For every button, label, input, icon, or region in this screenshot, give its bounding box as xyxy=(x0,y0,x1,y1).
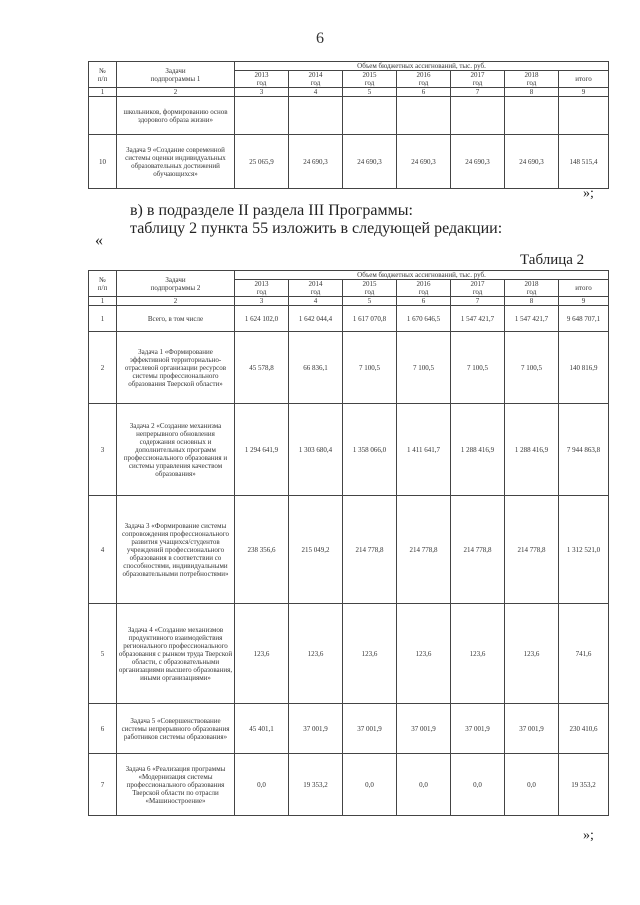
value-cell: 45 401,1 xyxy=(235,704,289,754)
header-year: 2014 год xyxy=(289,280,343,297)
value-cell: 25 065,9 xyxy=(235,135,289,189)
value-cell: 66 836,1 xyxy=(289,332,343,404)
table-2-caption: Таблица 2 xyxy=(520,252,585,268)
column-number: 7 xyxy=(451,88,505,97)
header-tasks: Задачи подпрограммы 1 xyxy=(117,62,235,88)
header-year: 2018 год xyxy=(505,71,559,88)
row-number: 5 xyxy=(89,604,117,704)
value-cell: 24 690,3 xyxy=(505,135,559,189)
value-cell: 7 100,5 xyxy=(343,332,397,404)
value-cell xyxy=(559,97,609,135)
column-number: 9 xyxy=(559,88,609,97)
task-cell: Всего, в том числе xyxy=(117,306,235,332)
row-number: 4 xyxy=(89,496,117,604)
value-cell xyxy=(397,97,451,135)
paragraph-line-2: таблицу 2 пункта 55 изложить в следующей редакции: xyxy=(130,220,503,237)
value-cell: 0,0 xyxy=(343,754,397,816)
value-cell: 24 690,3 xyxy=(451,135,505,189)
column-number: 1 xyxy=(89,297,117,306)
value-cell: 123,6 xyxy=(289,604,343,704)
paragraph-line-1: в) в подразделе II раздела III Программы: xyxy=(130,202,413,219)
value-cell xyxy=(451,97,505,135)
open-quote: « xyxy=(95,232,103,249)
header-year: 2015 год xyxy=(343,71,397,88)
value-cell xyxy=(235,97,289,135)
value-cell: 7 100,5 xyxy=(451,332,505,404)
table-row xyxy=(89,704,609,754)
table-2-body xyxy=(89,271,609,816)
value-cell: 19 353,2 xyxy=(559,754,609,816)
value-cell: 24 690,3 xyxy=(397,135,451,189)
row-number: 1 xyxy=(89,306,117,332)
value-cell xyxy=(289,97,343,135)
task-cell: Задача 3 «Формирование системы сопровождения профессионального развития учащихся/студентов учреждений профессионального образования в соответствии со способностями, индивидуальными образовательными потребностями» xyxy=(117,496,235,604)
value-cell: 1 288 416,9 xyxy=(451,404,505,496)
value-cell: 1 617 070,8 xyxy=(343,306,397,332)
task-cell: Задача 5 «Совершенствование системы непрерывного образования работников системы образования» xyxy=(117,704,235,754)
page-number: 6 xyxy=(316,30,324,47)
header-year: 2015 год xyxy=(343,280,397,297)
row-number: 2 xyxy=(89,332,117,404)
value-cell: 0,0 xyxy=(235,754,289,816)
column-number-row xyxy=(89,88,609,97)
header-row xyxy=(89,271,609,280)
value-cell: 123,6 xyxy=(235,604,289,704)
value-cell: 0,0 xyxy=(505,754,559,816)
value-cell xyxy=(505,97,559,135)
row-number: 6 xyxy=(89,704,117,754)
value-cell: 1 294 641,9 xyxy=(235,404,289,496)
value-cell: 45 578,8 xyxy=(235,332,289,404)
column-number: 6 xyxy=(397,88,451,97)
value-cell: 0,0 xyxy=(451,754,505,816)
table-row xyxy=(89,97,609,135)
header-year: 2013 год xyxy=(235,71,289,88)
value-cell: 214 778,8 xyxy=(451,496,505,604)
row-number xyxy=(89,97,117,135)
value-cell: 214 778,8 xyxy=(343,496,397,604)
header-year: 2016 год xyxy=(397,71,451,88)
value-cell: 741,6 xyxy=(559,604,609,704)
header-year: 2016 год xyxy=(397,280,451,297)
value-cell: 140 816,9 xyxy=(559,332,609,404)
row-number: 3 xyxy=(89,404,117,496)
value-cell: 24 690,3 xyxy=(343,135,397,189)
value-cell: 37 001,9 xyxy=(289,704,343,754)
table-row xyxy=(89,306,609,332)
task-cell: школьников, формированию основ здорового образа жизни» xyxy=(117,97,235,135)
table-row xyxy=(89,332,609,404)
value-cell: 37 001,9 xyxy=(343,704,397,754)
value-cell: 7 100,5 xyxy=(505,332,559,404)
column-number: 8 xyxy=(505,88,559,97)
value-cell: 1 411 641,7 xyxy=(397,404,451,496)
column-number: 1 xyxy=(89,88,117,97)
value-cell: 215 049,2 xyxy=(289,496,343,604)
column-number: 8 xyxy=(505,297,559,306)
task-cell: Задача 6 «Реализация программы «Модернизация системы профессионального образования Тверской области по отрасли «Машиностроение» xyxy=(117,754,235,816)
value-cell: 7 100,5 xyxy=(397,332,451,404)
value-cell: 1 288 416,9 xyxy=(505,404,559,496)
value-cell: 9 648 707,1 xyxy=(559,306,609,332)
header-year: 2017 год xyxy=(451,71,505,88)
value-cell: 1 547 421,7 xyxy=(505,306,559,332)
table-row xyxy=(89,135,609,189)
value-cell: 123,6 xyxy=(451,604,505,704)
header-budget: Объем бюджетных ассигнований, тыс. руб. xyxy=(235,62,609,71)
value-cell: 1 642 044,4 xyxy=(289,306,343,332)
close-quote-2: »; xyxy=(583,828,594,843)
column-number: 3 xyxy=(235,297,289,306)
table-1-body xyxy=(89,62,609,189)
value-cell: 37 001,9 xyxy=(397,704,451,754)
value-cell: 214 778,8 xyxy=(397,496,451,604)
value-cell: 123,6 xyxy=(505,604,559,704)
table-row xyxy=(89,404,609,496)
column-number: 6 xyxy=(397,297,451,306)
close-quote-1: »; xyxy=(583,186,594,201)
column-number: 3 xyxy=(235,88,289,97)
table-row xyxy=(89,754,609,816)
column-number: 2 xyxy=(117,297,235,306)
task-cell: Задача 4 «Создание механизмов продуктивного взаимодействия регионального профессионального образования с рынком труда Тверской области, с образовательными организациями высшего образования, иными организациями» xyxy=(117,604,235,704)
column-number: 7 xyxy=(451,297,505,306)
value-cell: 1 624 102,0 xyxy=(235,306,289,332)
value-cell: 1 670 646,5 xyxy=(397,306,451,332)
header-num: № п/п xyxy=(89,62,117,88)
value-cell: 1 312 521,0 xyxy=(559,496,609,604)
header-year: 2013 год xyxy=(235,280,289,297)
header-total: итого xyxy=(559,71,609,88)
value-cell: 148 515,4 xyxy=(559,135,609,189)
value-cell: 123,6 xyxy=(397,604,451,704)
row-number: 7 xyxy=(89,754,117,816)
value-cell: 230 410,6 xyxy=(559,704,609,754)
header-row xyxy=(89,62,609,71)
value-cell: 19 353,2 xyxy=(289,754,343,816)
value-cell: 37 001,9 xyxy=(505,704,559,754)
column-number: 5 xyxy=(343,88,397,97)
header-tasks: Задачи подпрограммы 2 xyxy=(117,271,235,297)
value-cell: 214 778,8 xyxy=(505,496,559,604)
table-row xyxy=(89,604,609,704)
task-cell: Задача 1 «Формирование эффективной территориально-отраслевой организации ресурсов системы профессионального образования Тверской области» xyxy=(117,332,235,404)
header-year: 2018 год xyxy=(505,280,559,297)
value-cell: 24 690,3 xyxy=(289,135,343,189)
column-number: 4 xyxy=(289,297,343,306)
value-cell: 37 001,9 xyxy=(451,704,505,754)
value-cell: 1 358 066,0 xyxy=(343,404,397,496)
column-number: 4 xyxy=(289,88,343,97)
column-number: 9 xyxy=(559,297,609,306)
column-number: 2 xyxy=(117,88,235,97)
header-year: 2017 год xyxy=(451,280,505,297)
column-number: 5 xyxy=(343,297,397,306)
value-cell xyxy=(343,97,397,135)
value-cell: 1 547 421,7 xyxy=(451,306,505,332)
value-cell: 0,0 xyxy=(397,754,451,816)
value-cell: 1 303 680,4 xyxy=(289,404,343,496)
header-budget: Объем бюджетных ассигнований, тыс. руб. xyxy=(235,271,609,280)
header-num: № п/п xyxy=(89,271,117,297)
table-row xyxy=(89,496,609,604)
header-year: 2014 год xyxy=(289,71,343,88)
table-2 xyxy=(88,270,609,816)
value-cell: 238 356,6 xyxy=(235,496,289,604)
column-number-row xyxy=(89,297,609,306)
value-cell: 123,6 xyxy=(343,604,397,704)
task-cell: Задача 2 «Создание механизма непрерывного обновления содержания основных и дополнительных программ профессионального образования и системы управления качеством образования» xyxy=(117,404,235,496)
value-cell: 7 944 863,8 xyxy=(559,404,609,496)
header-total: итого xyxy=(559,280,609,297)
row-number: 10 xyxy=(89,135,117,189)
task-cell: Задача 9 «Создание современной системы оценки индивидуальных образовательных достижений обучающихся» xyxy=(117,135,235,189)
table-1 xyxy=(88,61,609,189)
